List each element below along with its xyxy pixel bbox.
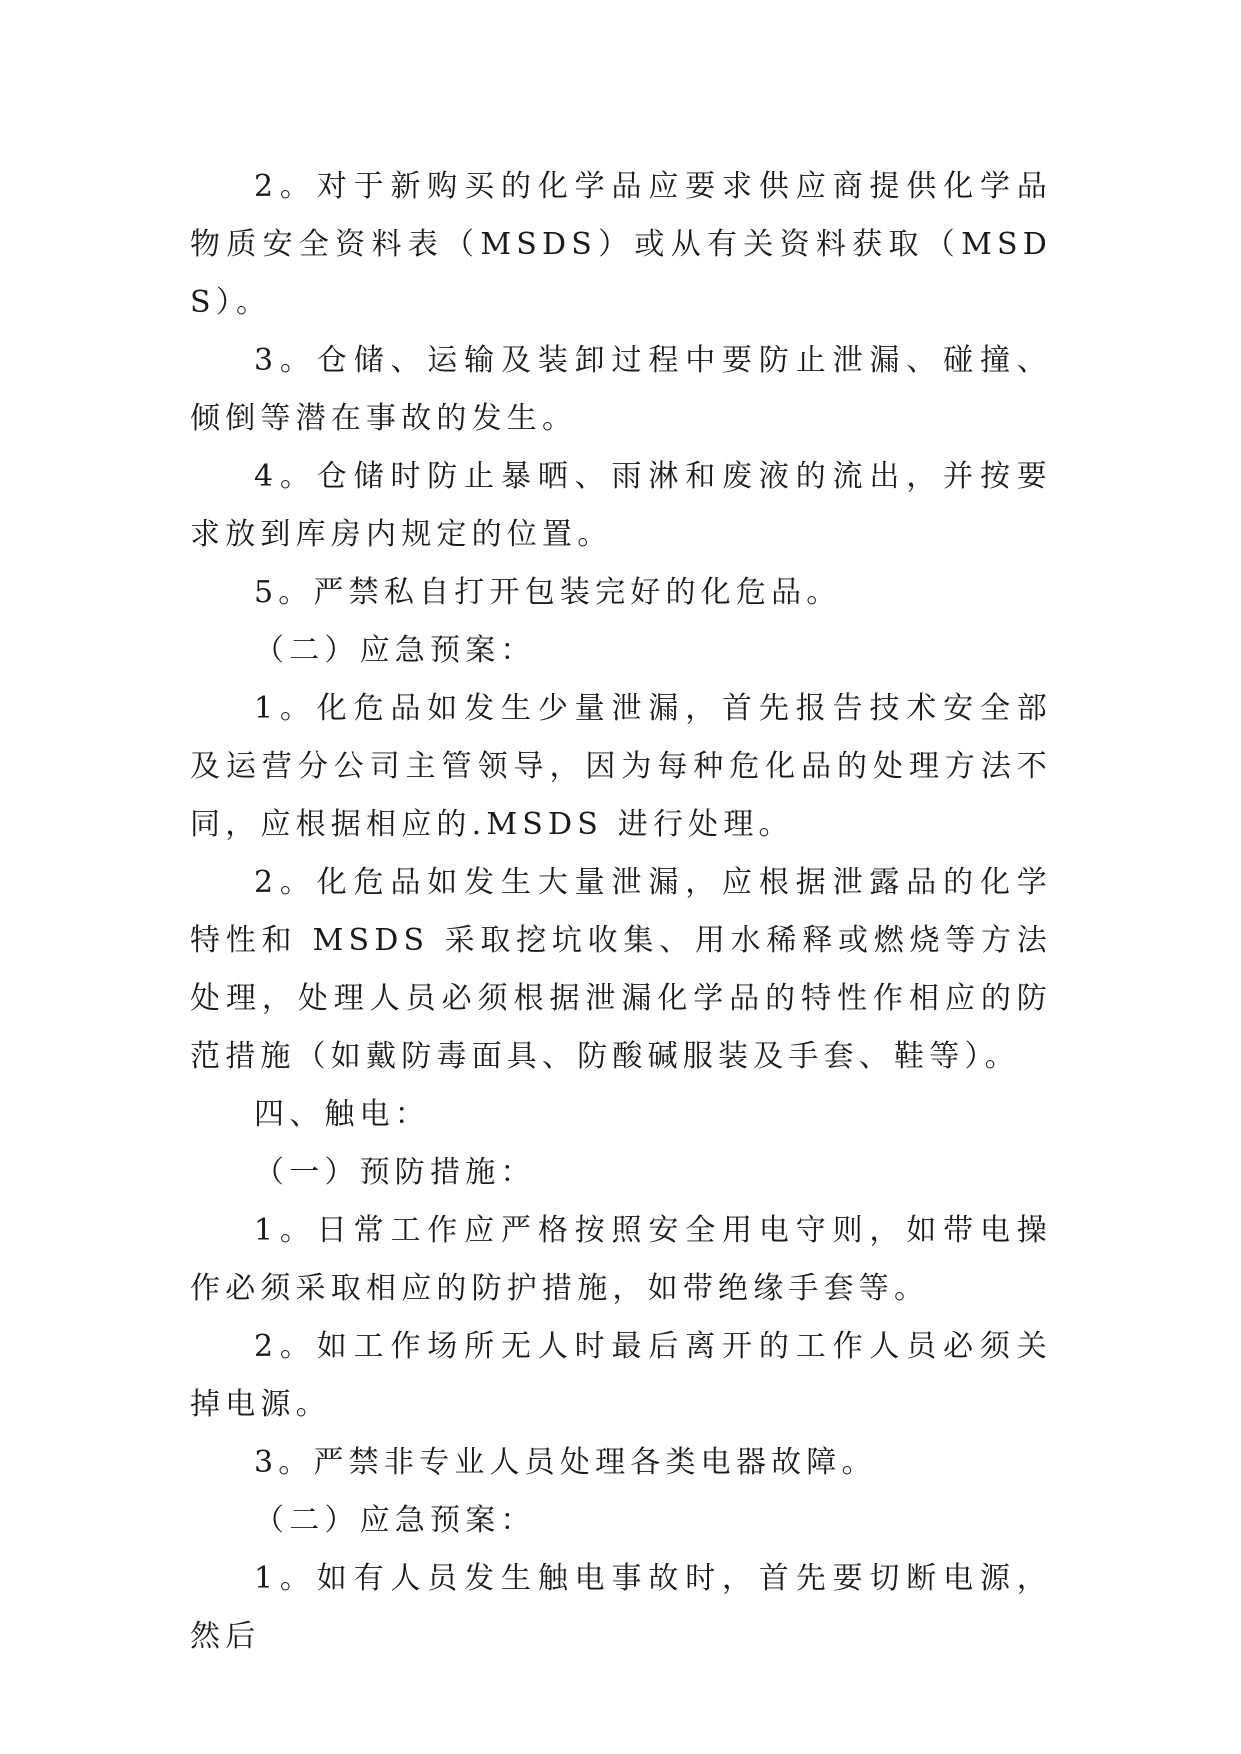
section-heading-electric-shock: 四、触电： xyxy=(254,1097,430,1132)
paragraph-item-4-storage-protection: 4。仓储时防止暴晒、雨淋和废液的流出，并按要求放到库房内规定的位置。 xyxy=(190,459,1052,552)
paragraph-item-5-no-opening: 5。严禁私自打开包装完好的化危品。 xyxy=(254,575,842,610)
subheading-emergency-plan-2: （二）应急预案： xyxy=(254,1503,536,1538)
subheading-emergency-plan: （二）应急预案： xyxy=(254,633,536,668)
paragraph-no-unqualified-repair: 3。严禁非专业人员处理各类电器故障。 xyxy=(254,1445,877,1480)
subheading-prevention-measures: （一）预防措施： xyxy=(254,1155,536,1190)
paragraph-item-3-storage-transport: 3。仓储、运输及装卸过程中要防止泄漏、碰撞、倾倒等潜在事故的发生。 xyxy=(190,343,1052,436)
paragraph-item-2-msds: 2。对于新购买的化学品应要求供应商提供化学品物质安全资料表（MSDS）或从有关资料获取（MSDS）。 xyxy=(190,169,1052,320)
paragraph-small-leak: 1。化危品如发生少量泄漏，首先报告技术安全部及运营分公司主管领导，因为每种危化品的处理方法不同，应根据相应的.MSDS 进行处理。 xyxy=(190,691,1052,842)
paragraph-power-off: 2。如工作场所无人时最后离开的工作人员必须关掉电源。 xyxy=(190,1329,1052,1422)
paragraph-shock-response: 1。如有人员发生触电事故时，首先要切断电源，然后 xyxy=(190,1561,1052,1654)
paragraph-safe-electricity: 1。日常工作应严格按照安全用电守则，如带电操作必须采取相应的防护措施，如带绝缘手套等。 xyxy=(190,1213,1052,1306)
document-page xyxy=(190,158,1052,1666)
paragraph-large-leak: 2。化危品如发生大量泄漏，应根据泄露品的化学特性和 MSDS 采取挖坑收集、用水稀释或燃烧等方法处理，处理人员必须根据泄漏化学品的特性作相应的防范措施（如戴防毒面具、防酸碱服装及手套、鞋等）。 xyxy=(190,865,1052,1074)
